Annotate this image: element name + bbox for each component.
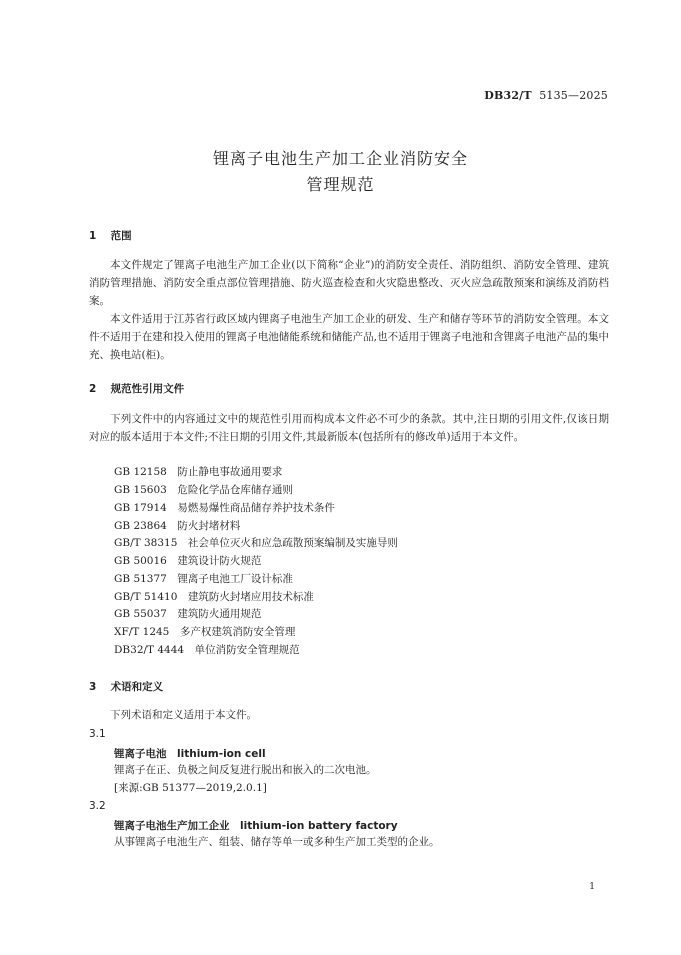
references-intro-paragraph: 下列文件中的内容通过文中的规范性引用而构成本文件必不可少的条款。其中,注日期的引用文件,仅该日期对应的版本适用于本文件;不注日期的引用文件,其最新版本(包括所有的修改单)适用于本文件。 xyxy=(89,413,609,443)
reference-item: GB 51377 锂离子电池工厂设计标准 xyxy=(114,573,293,585)
scope-paragraph-2: 本文件适用于江苏省行政区域内锂离子电池生产加工企业的研发、生产和储存等环节的消防安全管理。本文件不适用于在建和投入使用的锂离子电池储能系统和储能产品,也不适用于锂离子电池和含锂离子电池产品的集中充、换电站(柜)。 xyxy=(89,313,609,361)
term-heading: 锂离子电池生产加工企业 lithium-ion battery factory xyxy=(114,820,398,832)
reference-item: GB 12158 防止静电事故通用要求 xyxy=(114,466,283,478)
reference-item: XF/T 1245 多产权建筑消防安全管理 xyxy=(114,626,296,638)
reference-item: GB 55037 建筑防火通用规范 xyxy=(114,608,262,620)
standard-code xyxy=(484,89,608,102)
section-number: 1 xyxy=(89,230,97,242)
reference-item: DB32/T 4444 单位消防安全管理规范 xyxy=(114,644,300,656)
terms-intro-paragraph: 下列术语和定义适用于本文件。 xyxy=(110,709,257,721)
reference-item: GB 17914 易燃易爆性商品储存养护技术条件 xyxy=(114,502,335,514)
reference-item: GB 15603 危险化学品仓库储存通则 xyxy=(114,484,293,496)
term-definition: 锂离子在正、负极之间反复进行脱出和嵌入的二次电池。 xyxy=(114,764,377,776)
term-definition: 从事锂离子电池生产、组装、储存等单一或多种生产加工类型的企业。 xyxy=(114,836,440,848)
section-number: 3 xyxy=(89,681,97,693)
document-title xyxy=(0,146,681,198)
term-source: [来源:GB 51377—2019,2.0.1] xyxy=(114,782,267,794)
reference-item: GB 23864 防火封堵材料 xyxy=(114,520,241,532)
term-heading: 锂离子电池 lithium-ion cell xyxy=(114,748,266,760)
standard-code-prefix: DB32/T xyxy=(484,89,532,102)
clause-number: 3.1 xyxy=(89,728,106,740)
section-heading-scope xyxy=(89,228,132,243)
section-heading-terms-definitions xyxy=(89,679,163,694)
section-heading-normative-references xyxy=(89,381,184,396)
title-line-2: 管理规范 xyxy=(306,175,375,194)
title-line-1: 锂离子电池生产加工企业消防安全 xyxy=(212,149,468,168)
scope-paragraph-1: 本文件规定了锂离子电池生产加工企业(以下简称“企业”)的消防安全责任、消防组织、消防安全管理、建筑消防管理措施、消防安全重点部位管理措施、防火巡查检查和火灾隐患整改、灭火应急疏散预案和演练及消防档案。 xyxy=(89,259,609,307)
standard-code-number: 5135—2025 xyxy=(539,89,608,102)
reference-item: GB 50016 建筑设计防火规范 xyxy=(114,555,262,567)
section-title: 术语和定义 xyxy=(110,681,164,693)
reference-item: GB/T 38315 社会单位灭火和应急疏散预案编制及实施导则 xyxy=(114,537,398,549)
clause-number: 3.2 xyxy=(89,800,106,812)
reference-item: GB/T 51410 建筑防火封堵应用技术标准 xyxy=(114,591,314,603)
section-number: 2 xyxy=(89,383,97,395)
section-title: 范围 xyxy=(110,230,132,242)
section-title: 规范性引用文件 xyxy=(110,383,185,395)
page-number: 1 xyxy=(589,882,595,892)
